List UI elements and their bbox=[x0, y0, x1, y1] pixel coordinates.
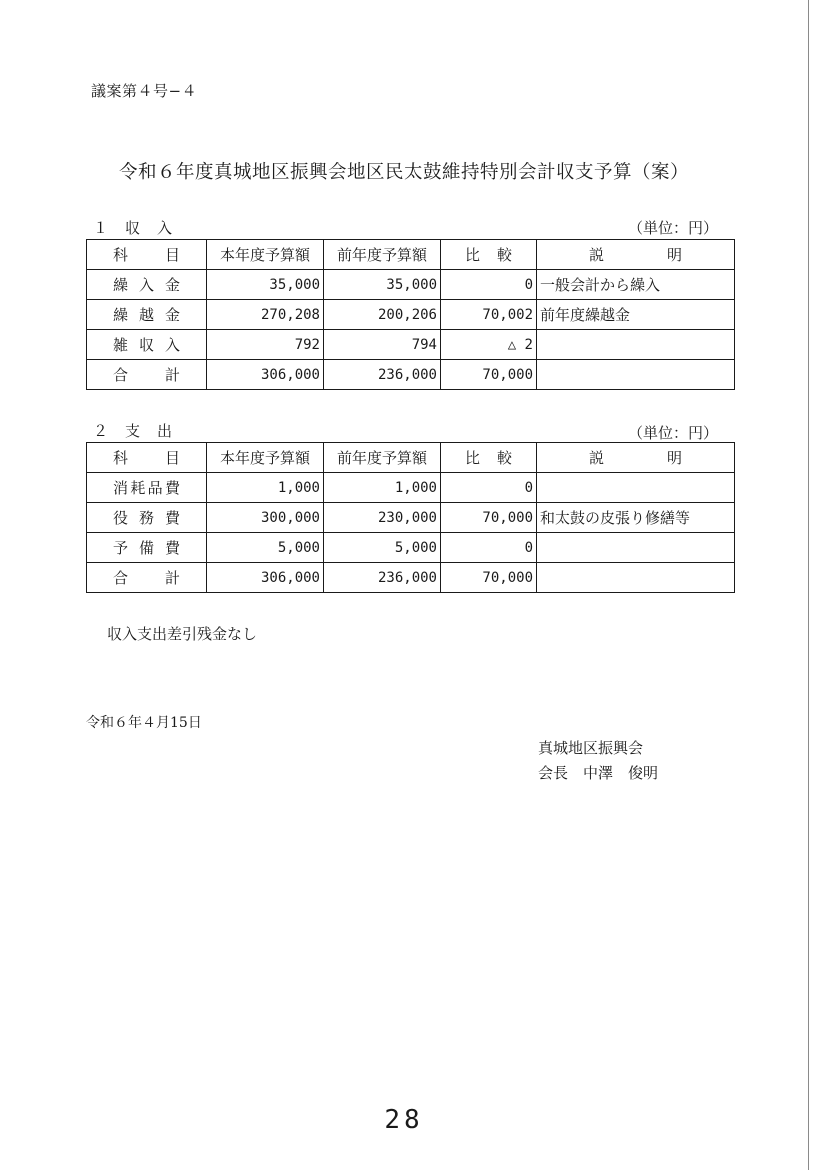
expense-previous: 1,000 bbox=[324, 473, 441, 503]
expense-header-previous: 前年度予算額 bbox=[324, 443, 441, 473]
income-previous: 200,206 bbox=[324, 300, 441, 330]
income-header-subject: 科 目 bbox=[87, 240, 207, 270]
income-header-row bbox=[87, 240, 735, 270]
signer-name: 会長 中澤 俊明 bbox=[538, 764, 659, 782]
page-number: 28 bbox=[384, 1105, 424, 1135]
income-diff: 0 bbox=[441, 270, 537, 300]
expense-section-title: ２ 支 出 bbox=[93, 422, 174, 440]
income-subject: 雑収入 bbox=[87, 330, 207, 360]
expense-previous: 5,000 bbox=[324, 533, 441, 563]
income-header-compare: 比 較 bbox=[441, 240, 537, 270]
income-current: 270,208 bbox=[207, 300, 324, 330]
income-previous: 794 bbox=[324, 330, 441, 360]
expense-header-subject: 科 目 bbox=[87, 443, 207, 473]
income-subject: 繰越金 bbox=[87, 300, 207, 330]
expense-header-note: 説 明 bbox=[537, 443, 735, 473]
table-row bbox=[87, 300, 735, 330]
expense-current: 5,000 bbox=[207, 533, 324, 563]
income-subject: 繰入金 bbox=[87, 270, 207, 300]
income-section-title: １ 収 入 bbox=[93, 219, 174, 237]
income-header-current: 本年度予算額 bbox=[207, 240, 324, 270]
expense-total-note bbox=[537, 563, 735, 593]
table-row bbox=[87, 330, 735, 360]
income-total-note bbox=[537, 360, 735, 390]
income-header-previous: 前年度予算額 bbox=[324, 240, 441, 270]
table-row-total bbox=[87, 563, 735, 593]
table-row bbox=[87, 270, 735, 300]
expense-note bbox=[537, 473, 735, 503]
table-row bbox=[87, 473, 735, 503]
income-total-label: 合計 bbox=[87, 360, 207, 390]
document-title: 令和６年度真城地区振興会地区民太鼓維持特別会計収支予算（案） bbox=[118, 162, 689, 183]
expense-total-current: 306,000 bbox=[207, 563, 324, 593]
expense-note bbox=[537, 533, 735, 563]
expense-header-row bbox=[87, 443, 735, 473]
expense-current: 1,000 bbox=[207, 473, 324, 503]
expense-diff: 0 bbox=[441, 473, 537, 503]
expense-total-previous: 236,000 bbox=[324, 563, 441, 593]
income-note: 一般会計から繰入 bbox=[537, 270, 735, 300]
expense-previous: 230,000 bbox=[324, 503, 441, 533]
expense-unit-label: （単位：円） bbox=[627, 424, 718, 442]
income-current: 792 bbox=[207, 330, 324, 360]
expense-subject: 消耗品費 bbox=[87, 473, 207, 503]
table-row bbox=[87, 503, 735, 533]
table-row bbox=[87, 533, 735, 563]
document-number: 議案第４号−４ bbox=[91, 82, 198, 100]
organization-name: 真城地区振興会 bbox=[538, 739, 644, 757]
income-total-current: 306,000 bbox=[207, 360, 324, 390]
income-note: 前年度繰越金 bbox=[537, 300, 735, 330]
income-current: 35,000 bbox=[207, 270, 324, 300]
expense-header-compare: 比 較 bbox=[441, 443, 537, 473]
expense-subject: 予備費 bbox=[87, 533, 207, 563]
income-total-diff: 70,000 bbox=[441, 360, 537, 390]
income-unit-label: （単位：円） bbox=[627, 219, 718, 237]
table-row-total bbox=[87, 360, 735, 390]
income-previous: 35,000 bbox=[324, 270, 441, 300]
expense-current: 300,000 bbox=[207, 503, 324, 533]
expense-note: 和太鼓の皮張り修繕等 bbox=[537, 503, 735, 533]
income-table bbox=[86, 239, 735, 390]
income-diff: 70,002 bbox=[441, 300, 537, 330]
balance-note: 収入支出差引残金なし bbox=[107, 625, 258, 643]
page-edge-line bbox=[808, 0, 809, 1170]
income-note bbox=[537, 330, 735, 360]
expense-total-diff: 70,000 bbox=[441, 563, 537, 593]
expense-diff: 0 bbox=[441, 533, 537, 563]
document-date: 令和６年４月15日 bbox=[86, 715, 202, 731]
income-total-previous: 236,000 bbox=[324, 360, 441, 390]
expense-diff: 70,000 bbox=[441, 503, 537, 533]
income-diff: △ 2 bbox=[441, 330, 537, 360]
expense-subject: 役務費 bbox=[87, 503, 207, 533]
expense-header-current: 本年度予算額 bbox=[207, 443, 324, 473]
expense-table bbox=[86, 442, 735, 593]
expense-total-label: 合計 bbox=[87, 563, 207, 593]
income-header-note: 説 明 bbox=[537, 240, 735, 270]
